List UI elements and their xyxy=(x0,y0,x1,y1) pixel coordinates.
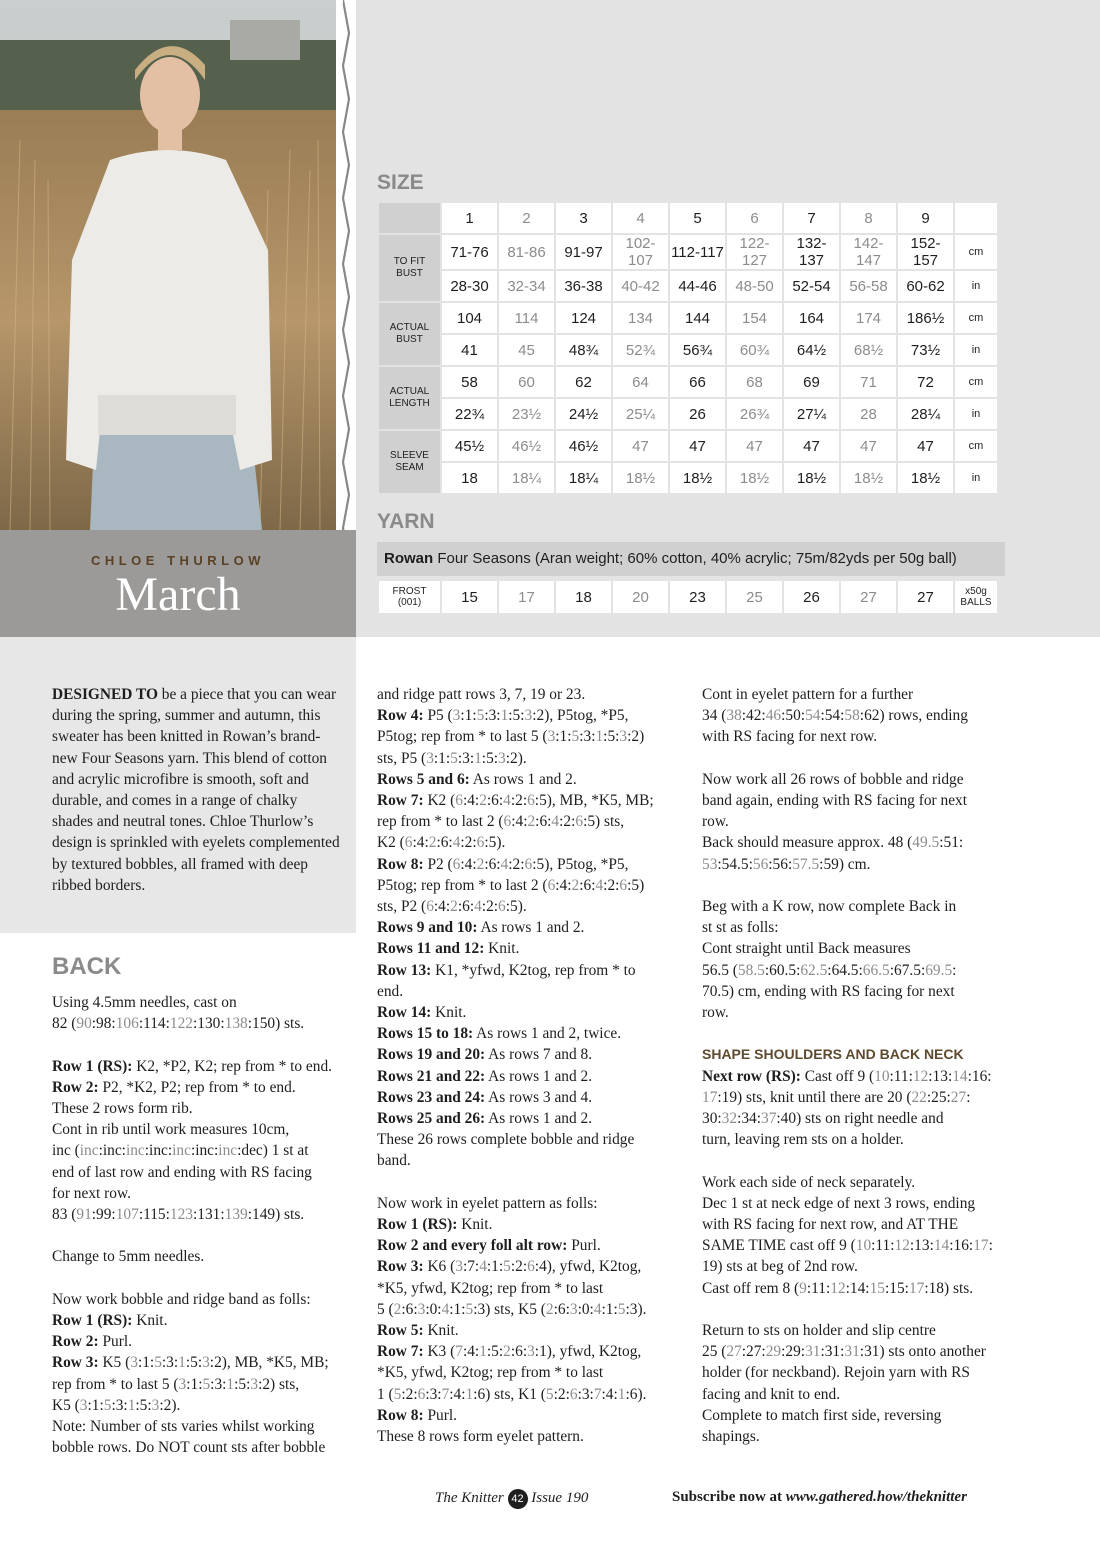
measurement-cell: 23½ xyxy=(499,399,554,429)
measurement-cell: 28-30 xyxy=(442,271,497,301)
measurement-cell: 18½ xyxy=(784,463,839,493)
magazine-name: The Knitter xyxy=(435,1490,504,1506)
issue-number: Issue 190 xyxy=(531,1490,589,1506)
measurement-cell: 40-42 xyxy=(613,271,668,301)
size-cell: 4 xyxy=(613,203,668,233)
size-table-row xyxy=(379,431,997,461)
measurement-cell: 18½ xyxy=(613,463,668,493)
measurement-cell: 186½ xyxy=(898,303,953,333)
label-line: BUST xyxy=(396,268,423,279)
measurement-cell: 152-157 xyxy=(898,235,953,269)
measurement-label xyxy=(379,431,440,493)
measurement-cell: 144 xyxy=(670,303,725,333)
size-cell: 5 xyxy=(670,203,725,233)
yarn-details: Four Seasons (Aran weight; 60% cotton, 40% acrylic; 75m/82yds per 50g ball) xyxy=(433,550,957,567)
measurement-cell: 132-137 xyxy=(784,235,839,269)
subscribe-text: Subscribe now at xyxy=(672,1489,783,1505)
balls-cell: 20 xyxy=(613,581,668,613)
measurement-cell: 69 xyxy=(784,367,839,397)
measurement-cell: 102-107 xyxy=(613,235,668,269)
size-table-row xyxy=(379,271,997,301)
measurement-cell: 154 xyxy=(727,303,782,333)
measurement-cell: 81-86 xyxy=(499,235,554,269)
measurement-cell: 18 xyxy=(442,463,497,493)
subscribe-link[interactable]: www.gathered.how/theknitter xyxy=(785,1489,967,1505)
title-panel xyxy=(0,530,356,637)
measurement-cell: 73½ xyxy=(898,335,953,365)
measurement-cell: 18¼ xyxy=(499,463,554,493)
intro-text xyxy=(52,684,342,896)
measurement-cell: 60¾ xyxy=(727,335,782,365)
measurement-cell: 22¾ xyxy=(442,399,497,429)
measurement-cell: 45 xyxy=(499,335,554,365)
unit-cell: cm xyxy=(955,367,997,397)
balls-cell: 15 xyxy=(442,581,497,613)
measurement-cell: 174 xyxy=(841,303,896,333)
measurement-cell: 124 xyxy=(556,303,611,333)
label-line: ACTUAL xyxy=(389,386,430,397)
size-cell: 7 xyxy=(784,203,839,233)
measurement-cell: 18½ xyxy=(727,463,782,493)
measurement-cell: 91-97 xyxy=(556,235,611,269)
unit-cell: in xyxy=(955,335,997,365)
measurement-cell: 66 xyxy=(670,367,725,397)
yarn-description xyxy=(377,542,1005,576)
measurement-cell: 56-58 xyxy=(841,271,896,301)
measurement-cell: 52-54 xyxy=(784,271,839,301)
intro-lead: DESIGNED TO xyxy=(52,686,158,703)
colour-code: (001) xyxy=(397,597,422,608)
label-line: LENGTH xyxy=(389,398,430,409)
size-table-row xyxy=(379,399,997,429)
measurement-cell: 47 xyxy=(613,431,668,461)
measurement-cell: 18¼ xyxy=(556,463,611,493)
instructions-column-2: and ridge patt rows 3, 7, 19 or 23. Row 4: P5 (3:1:5:3:1:5:3:2), P5tog, *P5, P5tog; rep from * to last 5 (3:1:5:3:1:5:3:2) sts, P5 (3:1:5:3:1:5:3:2). Rows 5 and 6: As rows 1 and 2. Row 7: K2 (6:4:2:6:4:2:6:5), MB, *K5, MB; rep from * to last 2 (6:4:2:6:4:2:6:5) sts, K2 (6:4:2:6:4:2:6:5). Row 8: P2 (6:4:2:6:4:2:6:5), P5tog, *P5, P5tog; rep from * to last 2 (6:4:2:6:4:2:6:5) sts, P2 (6:4:2:6:4:2:6:5). Rows 9 and 10: As rows 1 and 2. Rows 11 and 12: Knit. Row 13: K1, *yfwd, K2tog, rep from * to end. Row 14: Knit. Rows 15 to 18: As rows 1 and 2, twice. Rows 19 and 20: As rows 7 and 8. Rows 21 and 22: As rows 1 and 2. Rows 23 and 24: As rows 3 and 4. Rows 25 and 26: As rows 1 and 2. These 26 rows complete bobble and ridge band. Now work in eyelet pattern as folls: Row 1 (RS): Knit. Row 2 and every foll alt row: Purl. Row 3: K6 (3:7:4:1:5:2:6:4), yfwd, K2tog, *K5, yfwd, K2tog; rep from * to last 5 (2:6:3:0:4:1:5:3) sts, K5 (2:6:3:0:4:1:5:3). Row 5: Knit. Row 7: K3 (7:4:1:5:2:6:3:1), yfwd, K2tog, *K5, yfwd, K2tog; rep from * to last 1 (5:2:6:3:7:4:1:6) sts, K1 (5:2:6:3:7:4:1:6). Row 8: Purl. These 8 rows form eyelet pattern. xyxy=(377,686,654,1446)
yarn-brand: Rowan xyxy=(384,550,434,567)
label-line: SLEEVE xyxy=(390,450,429,461)
measurement-cell: 56¾ xyxy=(670,335,725,365)
measurement-cell: 26¾ xyxy=(727,399,782,429)
balls-unit xyxy=(955,581,997,613)
size-cell: 9 xyxy=(898,203,953,233)
measurement-cell: 68½ xyxy=(841,335,896,365)
unit-cell: cm xyxy=(955,431,997,461)
measurement-cell: 64 xyxy=(613,367,668,397)
table-corner xyxy=(379,203,440,233)
measurement-cell: 134 xyxy=(613,303,668,333)
measurement-cell: 47 xyxy=(727,431,782,461)
size-table-row xyxy=(379,235,997,269)
measurement-cell: 24½ xyxy=(556,399,611,429)
measurement-cell: 52¾ xyxy=(613,335,668,365)
unit-balls: BALLS xyxy=(960,597,992,608)
size-table xyxy=(377,201,999,495)
yarn-row xyxy=(379,581,997,613)
size-table-row xyxy=(379,367,997,397)
measurement-cell: 64½ xyxy=(784,335,839,365)
size-table-row xyxy=(379,335,997,365)
measurement-cell: 104 xyxy=(442,303,497,333)
back-heading: BACK xyxy=(52,953,122,980)
yarn-quantity-table xyxy=(377,579,999,615)
measurement-cell: 60-62 xyxy=(898,271,953,301)
size-heading: SIZE xyxy=(377,171,424,194)
size-cell: 3 xyxy=(556,203,611,233)
balls-cell: 17 xyxy=(499,581,554,613)
measurement-cell: 47 xyxy=(898,431,953,461)
designer-name: CHLOE THURLOW xyxy=(90,553,266,568)
unit-cell-empty xyxy=(955,203,997,233)
shape-heading: SHAPE SHOULDERS AND BACK NECK xyxy=(702,1046,964,1063)
measurement-cell: 48-50 xyxy=(727,271,782,301)
size-table-row xyxy=(379,303,997,333)
measurement-cell: 41 xyxy=(442,335,497,365)
model-photo xyxy=(0,0,336,530)
pattern-title: March xyxy=(115,568,241,621)
balls-cell: 23 xyxy=(670,581,725,613)
measurement-cell: 48¾ xyxy=(556,335,611,365)
measurement-cell: 47 xyxy=(670,431,725,461)
label-line: ACTUAL xyxy=(389,322,430,333)
measurement-cell: 27¼ xyxy=(784,399,839,429)
measurement-cell: 18½ xyxy=(898,463,953,493)
measurement-cell: 46½ xyxy=(499,431,554,461)
measurement-cell: 71 xyxy=(841,367,896,397)
unit-cell: in xyxy=(955,463,997,493)
measurement-cell: 122-127 xyxy=(727,235,782,269)
balls-cell: 26 xyxy=(784,581,839,613)
measurement-cell: 25¼ xyxy=(613,399,668,429)
measurement-cell: 18½ xyxy=(670,463,725,493)
measurement-cell: 44-46 xyxy=(670,271,725,301)
instructions-column-1: Using 4.5mm needles, cast on 82 (90:98:106:114:122:130:138:150) sts. Row 1 (RS): K2, *P2, K2; rep from * to end. Row 2: P2, *K2, P2; rep from * to end. These 2 rows form rib. Cont in rib until work measures 10cm, inc (inc:inc:inc:inc:inc:inc:inc:dec) 1 st at end of last row and ending with RS facing for next row. 83 (91:99:107:115:123:131:139:149) sts. Change to 5mm needles. Now work bobble and ridge band as folls: Row 1 (RS): Knit. Row 2: Purl. Row 3: K5 (3:1:5:3:1:5:3:2), MB, *K5, MB; rep from * to last 5 (3:1:5:3:1:5:3:2) sts, K5 (3:1:5:3:1:5:3:2). Note: Number of sts varies whilst working bobble rows. Do NOT count sts after bobble xyxy=(52,994,333,1457)
yarn-heading: YARN xyxy=(377,510,435,533)
colour-name: FROST xyxy=(392,586,427,597)
label-line: SEAM xyxy=(395,462,424,473)
measurement-cell: 46½ xyxy=(556,431,611,461)
unit-cell: in xyxy=(955,271,997,301)
balls-cell: 27 xyxy=(841,581,896,613)
measurement-cell: 47 xyxy=(841,431,896,461)
unit-cell: cm xyxy=(955,235,997,269)
unit-weight: x50g xyxy=(965,586,987,597)
balls-cell: 27 xyxy=(898,581,953,613)
measurement-cell: 114 xyxy=(499,303,554,333)
size-cell: 6 xyxy=(727,203,782,233)
measurement-cell: 72 xyxy=(898,367,953,397)
measurement-cell: 28 xyxy=(841,399,896,429)
label-line: BUST xyxy=(396,334,423,345)
measurement-cell: 28¼ xyxy=(898,399,953,429)
label-line: TO FIT xyxy=(393,256,426,267)
size-cell: 8 xyxy=(841,203,896,233)
measurement-cell: 18½ xyxy=(841,463,896,493)
measurement-label xyxy=(379,303,440,365)
measurement-cell: 47 xyxy=(784,431,839,461)
measurement-cell: 164 xyxy=(784,303,839,333)
balls-cell: 18 xyxy=(556,581,611,613)
measurement-label xyxy=(379,367,440,429)
size-cell: 2 xyxy=(499,203,554,233)
measurement-cell: 26 xyxy=(670,399,725,429)
instructions-column-3: Cont in eyelet pattern for a further 34 (38:42:46:50:54:54:58:62) rows, ending with RS facing for next row. Now work all 26 rows of bobble and ridge band again, ending with RS facing for next row. Back should measure approx. 48 (49.5:51: 53:54.5:56:56:57.5:59) cm. Beg with a K row, now complete Back in st st as folls: Cont straight until Back measures 56.5 (58.5:60.5:62.5:64.5:66.5:67.5:69.5: 70.5) cm, ending with RS facing for next row. SHAPE SHOULDERS AND BACK NECK Next row (RS): Cast off 9 (10:11:12:13:14:16: 17:19) sts, knit until there are 20 (22:25:27: 30:32:34:37:40) sts on right needle and turn, leaving rem sts on a holder. Work each side of neck separately. Dec 1 st at neck edge of next 3 rows, ending with RS facing for next row, and AT THE SAME TIME cast off 9 (10:11:12:13:14:16:17: 19) sts at beg of 2nd row. Cast off rem 8 (9:11:12:14:15:15:17:18) sts. Return to sts on holder and slip centre 25 (27:27:29:29:31:31:31:31) sts onto another holder (for neckband). Rejoin yarn with RS facing and knit to end. Complete to match first side, reversing shapings. xyxy=(702,684,1012,1447)
footer-subscribe xyxy=(672,1489,967,1506)
measurement-cell: 112-117 xyxy=(670,235,725,269)
unit-cell: in xyxy=(955,399,997,429)
unit-cell: cm xyxy=(955,303,997,333)
size-cell: 1 xyxy=(442,203,497,233)
yarn-colour-label xyxy=(379,581,440,613)
balls-cell: 25 xyxy=(727,581,782,613)
intro-body: be a piece that you can wear during the spring, summer and autumn, this sweater has been knitted in Rowan’s brand-new Four Seasons yarn. This blend of cotton and acrylic microfibre is smooth, soft and durable, and comes in a range of chalky shades and neutral tones. Chloe Thurlow’s design is sprinkled with eyelets complemented by textured bobbles, all framed with deep ribbed borders. xyxy=(52,686,340,894)
footer-issue xyxy=(435,1489,588,1509)
measurement-cell: 36-38 xyxy=(556,271,611,301)
measurement-cell: 142-147 xyxy=(841,235,896,269)
measurement-label xyxy=(379,235,440,301)
page-number: 42 xyxy=(508,1489,528,1509)
size-table-row xyxy=(379,463,997,493)
measurement-cell: 71-76 xyxy=(442,235,497,269)
measurement-cell: 62 xyxy=(556,367,611,397)
measurement-cell: 45½ xyxy=(442,431,497,461)
size-header-row xyxy=(379,203,997,233)
measurement-cell: 60 xyxy=(499,367,554,397)
measurement-cell: 58 xyxy=(442,367,497,397)
measurement-cell: 68 xyxy=(727,367,782,397)
measurement-cell: 32-34 xyxy=(499,271,554,301)
